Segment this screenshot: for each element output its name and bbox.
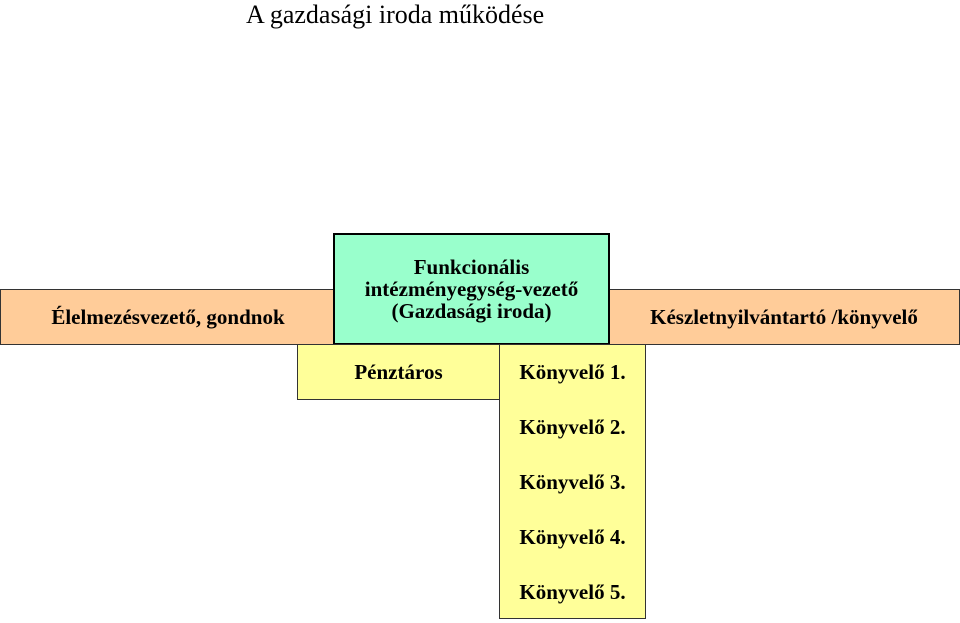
right-node-label: Készletnyilvántartó /könyvelő [650, 305, 918, 329]
bookkeeper-column [499, 344, 646, 619]
bookkeeper-item: Könyvelő 2. [519, 415, 626, 439]
bookkeeper-item: Könyvelő 5. [519, 580, 626, 604]
page-title: A gazdasági iroda működése [246, 0, 545, 29]
center-node [333, 233, 610, 345]
cashier-node [297, 344, 500, 400]
bookkeeper-item: Könyvelő 1. [519, 360, 626, 384]
bookkeeper-item: Könyvelő 3. [519, 470, 626, 494]
bookkeeper-item: Könyvelő 4. [519, 525, 626, 549]
center-line-1: Funkcionális [413, 255, 530, 279]
center-line-2: intézményegység-vezető [364, 277, 579, 301]
cashier-label: Pénztáros [354, 360, 443, 384]
center-line-3: (Gazdasági iroda) [391, 299, 552, 323]
left-node [0, 289, 336, 345]
right-node [608, 289, 960, 345]
left-node-label: Élelmezésvezető, gondnok [51, 305, 285, 329]
